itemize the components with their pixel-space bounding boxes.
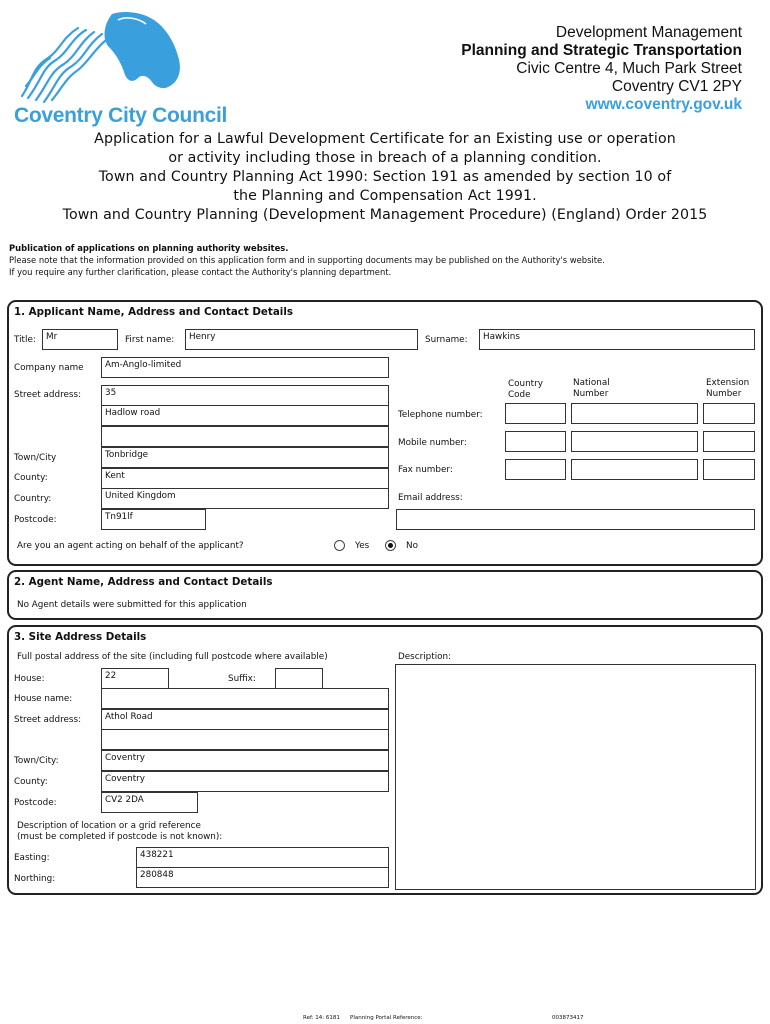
town-field[interactable]: Tonbridge [101, 447, 389, 468]
telephone-extension[interactable] [703, 403, 755, 424]
section-heading: 3. Site Address Details [14, 631, 147, 643]
site-postcode-label: Postcode: [14, 798, 57, 808]
agent-no-radio[interactable] [385, 540, 396, 551]
address-city: Coventry CV1 2PY [611, 78, 742, 95]
fax-country-code[interactable] [505, 459, 566, 480]
footer-ref: Ref: 14: 6181 [303, 1015, 340, 1021]
telephone-number[interactable] [571, 403, 698, 424]
county-label: County: [14, 473, 48, 483]
form-title-line: Town and Country Planning Act 1990: Section 191 as amended by section 10 of [98, 169, 672, 185]
street-label: Street address: [14, 390, 82, 400]
description-label: Description: [398, 652, 452, 662]
form-title-line: or activity including those in breach of a planning condition. [168, 150, 602, 166]
country-field[interactable]: United Kingdom [101, 488, 389, 509]
publication-note: Please note that the information provided on this application form and in supporting documents may be published on the Authority's website. [9, 255, 605, 265]
surname-field[interactable]: Hawkins [479, 329, 755, 350]
first-name-label: First name: [125, 335, 175, 345]
national-number-header: National Number [573, 378, 610, 399]
agent-yes-label: Yes [355, 541, 370, 551]
council-logo [14, 8, 228, 128]
agent-yes-radio[interactable] [334, 540, 345, 551]
house-name-label: House name: [14, 694, 73, 704]
site-street-field-2[interactable] [101, 729, 389, 750]
mobile-number[interactable] [571, 431, 698, 452]
section-heading: 1. Applicant Name, Address and Contact Details [14, 306, 293, 318]
site-intro: Full postal address of the site (including full postcode where available) [17, 652, 328, 662]
logo-text: Coventry City Council [14, 104, 228, 127]
postcode-field[interactable]: Tn91lf [101, 509, 206, 530]
portal-ref-label: Planning Portal Reference: [350, 1015, 423, 1021]
division-name: Planning and Strategic Transportation [461, 42, 742, 59]
email-field[interactable] [396, 509, 755, 530]
house-name-field[interactable] [101, 688, 389, 709]
agent-note: No Agent details were submitted for this application [17, 600, 247, 610]
telephone-country-code[interactable] [505, 403, 566, 424]
site-postcode-field[interactable]: CV2 2DA [101, 792, 198, 813]
form-title-line: Application for a Lawful Development Certificate for an Existing use or operation [94, 131, 676, 147]
site-town-field[interactable]: Coventry [101, 750, 389, 771]
extension-number-header: Extension Number [706, 378, 750, 399]
description-field[interactable] [395, 664, 756, 890]
northing-field[interactable]: 280848 [136, 867, 389, 888]
location-note: Description of location or a grid reference [17, 821, 201, 831]
suffix-field[interactable] [275, 668, 323, 689]
street-field-2[interactable]: Hadlow road [101, 405, 389, 426]
house-field[interactable]: 22 [101, 668, 169, 689]
company-label: Company name [14, 363, 84, 373]
portal-ref-value: 003873417 [552, 1015, 584, 1021]
fax-label: Fax number: [398, 465, 453, 475]
email-label: Email address: [398, 493, 463, 503]
publication-note: If you require any further clarification, please contact the Authority's planning department. [9, 267, 392, 277]
fax-number[interactable] [571, 459, 698, 480]
title-label: Title: [14, 335, 36, 345]
site-town-label: Town/City: [14, 756, 59, 766]
form-title-line: the Planning and Compensation Act 1991. [233, 188, 537, 204]
fax-extension[interactable] [703, 459, 755, 480]
country-label: Country: [14, 494, 52, 504]
first-name-field[interactable]: Henry [185, 329, 418, 350]
mobile-extension[interactable] [703, 431, 755, 452]
publication-heading: Publication of applications on planning authority websites. [9, 243, 289, 253]
easting-label: Easting: [14, 853, 50, 863]
street-field-1[interactable]: 35 [101, 385, 389, 406]
telephone-label: Telephone number: [398, 410, 483, 420]
postcode-label: Postcode: [14, 515, 57, 525]
agent-no-label: No [406, 541, 418, 551]
county-field[interactable]: Kent [101, 468, 389, 489]
northing-label: Northing: [14, 874, 56, 884]
site-street-field-1[interactable]: Athol Road [101, 709, 389, 730]
form-title-line: Town and Country Planning (Development Management Procedure) (England) Order 2015 [62, 207, 708, 223]
website-link[interactable]: www.coventry.gov.uk [585, 96, 742, 113]
address-line: Civic Centre 4, Much Park Street [516, 60, 742, 77]
company-field[interactable]: Am-Anglo-limited [101, 357, 389, 378]
location-note: (must be completed if postcode is not known): [17, 832, 223, 842]
street-field-3[interactable] [101, 426, 389, 447]
dept-name: Development Management [555, 24, 742, 41]
mobile-country-code[interactable] [505, 431, 566, 452]
agent-question: Are you an agent acting on behalf of the applicant? [17, 541, 244, 551]
section-heading: 2. Agent Name, Address and Contact Details [14, 576, 273, 588]
horse-head-icon [14, 8, 214, 106]
easting-field[interactable]: 438221 [136, 847, 389, 868]
suffix-label: Suffix: [228, 674, 256, 684]
site-street-label: Street address: [14, 715, 82, 725]
site-county-label: County: [14, 777, 48, 787]
town-label: Town/City [14, 453, 57, 463]
surname-label: Surname: [425, 335, 468, 345]
country-code-header: Country Code [508, 379, 543, 400]
mobile-label: Mobile number: [398, 438, 467, 448]
site-county-field[interactable]: Coventry [101, 771, 389, 792]
title-field[interactable]: Mr [42, 329, 118, 350]
house-label: House: [14, 674, 45, 684]
